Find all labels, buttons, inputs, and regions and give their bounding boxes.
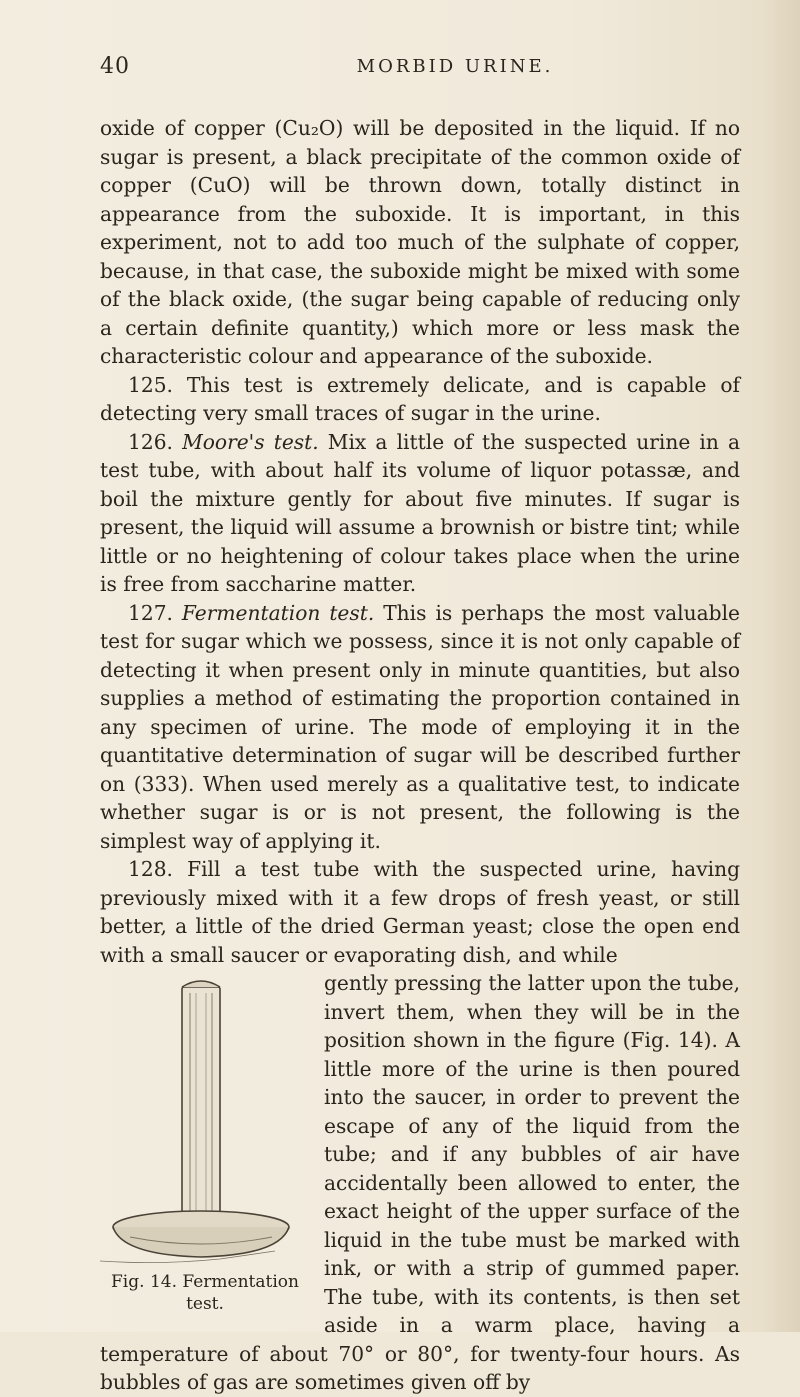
paragraph-continued: oxide of copper (Cu₂O) will be deposited in the liquid. If no sugar is present, a black precipitate of the common oxide of copper (CuO) will be thrown down, totally distinct in appearance from the suboxide. It is important, in this experiment, not to add too much of the sulphate of copper, because, in that case, the suboxide might be mixed with some of the black oxide, (the sugar being capable of reducing only a certain definite quantity,) which more or less mask the characteristic colour and appearance of the suboxide. [100, 116, 740, 368]
paragraph-128: 128. Fill a test tube with the suspected urine, having previously mixed with it a few drops of fresh yeast, or still better, a little of the dried German yeast; close the open end with a small saucer or evaporating dish, and while [100, 857, 740, 967]
running-head: MORBID URINE. [356, 56, 554, 77]
paragraph-number: 127. [128, 600, 173, 625]
paragraph-number: 126. [128, 429, 173, 454]
paragraph-125: 125. This test is extremely delicate, and is capable of detecting very small traces of sugar in the urine. [100, 372, 740, 425]
figure-caption: Fig. 14. Fermentation test. [111, 1272, 299, 1314]
fermentation-tube-illustration [100, 975, 310, 1275]
page-number: 40 [100, 54, 130, 79]
paragraph-body: This is perhaps the most valuable test for sugar which we possess, since it is not only capable of detecting it when present only in minute quantities, but also supplies a method of estimating the proportion contained in any specimen of urine. The mode of employing it in the quantitative determination of sugar will be described further on (333). When used merely as a qualitative test, to indicate whether sugar is or is not present, the following is the simplest way of applying it. [100, 600, 740, 853]
section-title: Moore's test. [182, 429, 319, 454]
paragraph-126 [100, 428, 740, 599]
paragraph-128-continued: gently pressing the latter upon the tube, invert them, when they will be in the position shown in the figure (Fig. 14). A little more of the urine is then poured into the saucer, in order to prevent the escape of any of the liquid from the tube; and if any bubbles of air have accidentally been allowed to enter, the exact height of the upper surface of the liquid in the tube must be marked with ink, or with a strip of gummed paper. The tube, with its contents, is then set aside in a warm place, having a temperature of about 70° or 80°, for twenty-four hours. As bubbles of gas are sometimes given off by [100, 971, 740, 1394]
body-text [100, 114, 740, 1397]
paragraph-body: Mix a little of the suspected urine in a test tube, with about half its volume of liquor potassæ, and boil the mixture gently for about five minutes. If sugar is present, the liquid will assume a brownish or bistre tint; while little or no heightening of colour takes place when the urine is free from saccharine matter. [100, 429, 741, 596]
paragraph-127 [100, 599, 740, 856]
figure-14 [100, 975, 310, 1315]
page-header [100, 54, 740, 84]
section-title: Fermentation test. [181, 600, 375, 625]
